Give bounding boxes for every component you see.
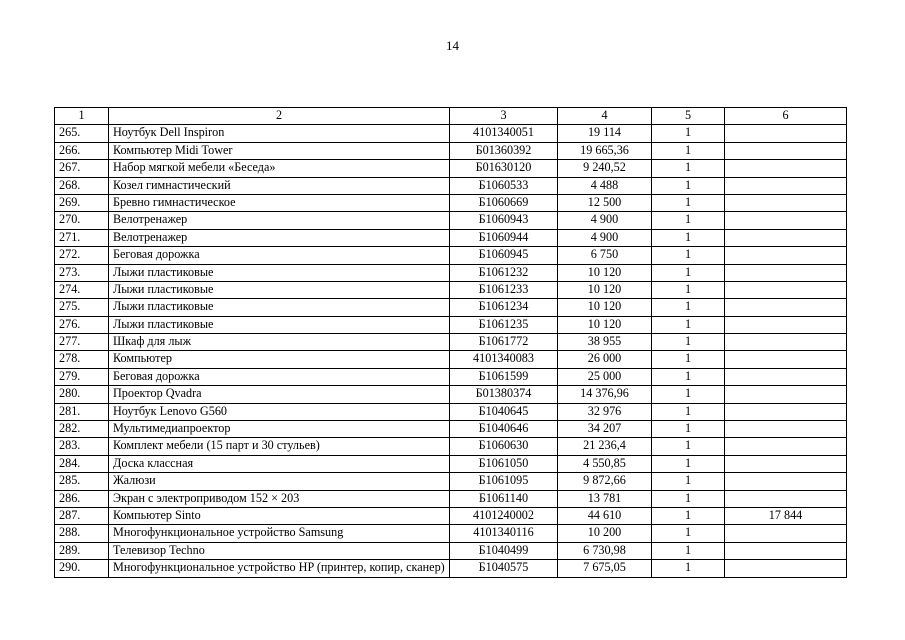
cost-cell: 6 750 — [558, 247, 652, 264]
table-row — [55, 194, 847, 211]
row-number-cell: 265. — [55, 125, 109, 142]
table-row — [55, 421, 847, 438]
column-header-4: 4 — [558, 108, 652, 125]
inventory-code-cell: Б1040499 — [450, 542, 558, 559]
column-header-1: 1 — [55, 108, 109, 125]
quantity-cell: 1 — [652, 525, 725, 542]
item-name-cell: Телевизор Techno — [109, 542, 450, 559]
table-row — [55, 247, 847, 264]
inventory-code-cell: Б1060943 — [450, 212, 558, 229]
extra-value-cell — [725, 194, 847, 211]
inventory-code-cell: Б1060533 — [450, 177, 558, 194]
cost-cell: 26 000 — [558, 351, 652, 368]
row-number-cell: 274. — [55, 281, 109, 298]
extra-value-cell — [725, 490, 847, 507]
row-number-cell: 285. — [55, 473, 109, 490]
item-name-cell: Ноутбук Lenovo G560 — [109, 403, 450, 420]
item-name-cell: Экран с электроприводом 152 × 203 — [109, 490, 450, 507]
cost-cell: 34 207 — [558, 421, 652, 438]
inventory-code-cell: 4101340051 — [450, 125, 558, 142]
row-number-cell: 283. — [55, 438, 109, 455]
table-row — [55, 125, 847, 142]
quantity-cell: 1 — [652, 455, 725, 472]
inventory-code-cell: Б01360392 — [450, 142, 558, 159]
inventory-code-cell: Б1061772 — [450, 334, 558, 351]
column-header-5: 5 — [652, 108, 725, 125]
row-number-cell: 271. — [55, 229, 109, 246]
item-name-cell: Велотренажер — [109, 212, 450, 229]
item-name-cell: Беговая дорожка — [109, 247, 450, 264]
quantity-cell: 1 — [652, 247, 725, 264]
quantity-cell: 1 — [652, 177, 725, 194]
inventory-code-cell: Б1061235 — [450, 316, 558, 333]
extra-value-cell — [725, 334, 847, 351]
page-number: 14 — [446, 38, 459, 53]
table-row — [55, 507, 847, 524]
table-row — [55, 160, 847, 177]
table-row — [55, 386, 847, 403]
inventory-code-cell: Б1061140 — [450, 490, 558, 507]
row-number-cell: 287. — [55, 507, 109, 524]
inventory-code-cell: Б1061599 — [450, 368, 558, 385]
row-number-cell: 272. — [55, 247, 109, 264]
table-row — [55, 351, 847, 368]
cost-cell: 44 610 — [558, 507, 652, 524]
extra-value-cell — [725, 160, 847, 177]
item-name-cell: Жалюзи — [109, 473, 450, 490]
quantity-cell: 1 — [652, 438, 725, 455]
row-number-cell: 288. — [55, 525, 109, 542]
inventory-code-cell: Б1061233 — [450, 281, 558, 298]
table-row — [55, 334, 847, 351]
extra-value-cell — [725, 438, 847, 455]
table-header-row — [55, 108, 847, 125]
item-name-cell: Беговая дорожка — [109, 368, 450, 385]
extra-value-cell — [725, 142, 847, 159]
row-number-cell: 266. — [55, 142, 109, 159]
column-header-2: 2 — [109, 108, 450, 125]
inventory-code-cell: Б1040646 — [450, 421, 558, 438]
extra-value-cell — [725, 473, 847, 490]
row-number-cell: 279. — [55, 368, 109, 385]
quantity-cell: 1 — [652, 299, 725, 316]
cost-cell: 4 900 — [558, 212, 652, 229]
row-number-cell: 273. — [55, 264, 109, 281]
extra-value-cell — [725, 351, 847, 368]
item-name-cell: Шкаф для лыж — [109, 334, 450, 351]
extra-value-cell — [725, 247, 847, 264]
quantity-cell: 1 — [652, 421, 725, 438]
cost-cell: 4 900 — [558, 229, 652, 246]
table-row — [55, 142, 847, 159]
quantity-cell: 1 — [652, 194, 725, 211]
extra-value-cell — [725, 368, 847, 385]
inventory-code-cell: Б01380374 — [450, 386, 558, 403]
item-name-cell: Компьютер Sinto — [109, 507, 450, 524]
item-name-cell: Набор мягкой мебели «Беседа» — [109, 160, 450, 177]
inventory-code-cell: Б1060630 — [450, 438, 558, 455]
row-number-cell: 267. — [55, 160, 109, 177]
cost-cell: 19 114 — [558, 125, 652, 142]
table-row — [55, 316, 847, 333]
cost-cell: 13 781 — [558, 490, 652, 507]
inventory-code-cell: 4101340083 — [450, 351, 558, 368]
row-number-cell: 269. — [55, 194, 109, 211]
row-number-cell: 280. — [55, 386, 109, 403]
inventory-code-cell: Б1060669 — [450, 194, 558, 211]
extra-value-cell — [725, 212, 847, 229]
inventory-code-cell: Б1061050 — [450, 455, 558, 472]
table-row — [55, 403, 847, 420]
quantity-cell: 1 — [652, 351, 725, 368]
item-name-cell: Лыжи пластиковые — [109, 316, 450, 333]
quantity-cell: 1 — [652, 507, 725, 524]
quantity-cell: 1 — [652, 368, 725, 385]
row-number-cell: 270. — [55, 212, 109, 229]
table-row — [55, 229, 847, 246]
item-name-cell: Компьютер Midi Tower — [109, 142, 450, 159]
item-name-cell: Лыжи пластиковые — [109, 299, 450, 316]
extra-value-cell: 17 844 — [725, 507, 847, 524]
row-number-cell: 268. — [55, 177, 109, 194]
quantity-cell: 1 — [652, 334, 725, 351]
cost-cell: 9 240,52 — [558, 160, 652, 177]
cost-cell: 7 675,05 — [558, 560, 652, 577]
inventory-code-cell: Б1061232 — [450, 264, 558, 281]
quantity-cell: 1 — [652, 403, 725, 420]
item-name-cell: Многофункциональное устройство Samsung — [109, 525, 450, 542]
extra-value-cell — [725, 229, 847, 246]
cost-cell: 19 665,36 — [558, 142, 652, 159]
table-row — [55, 560, 847, 577]
cost-cell: 4 550,85 — [558, 455, 652, 472]
quantity-cell: 1 — [652, 264, 725, 281]
item-name-cell: Козел гимнастический — [109, 177, 450, 194]
extra-value-cell — [725, 542, 847, 559]
quantity-cell: 1 — [652, 386, 725, 403]
cost-cell: 38 955 — [558, 334, 652, 351]
cost-cell: 25 000 — [558, 368, 652, 385]
extra-value-cell — [725, 403, 847, 420]
quantity-cell: 1 — [652, 125, 725, 142]
item-name-cell: Многофункциональное устройство HP (принтер, копир, сканер) — [109, 560, 450, 577]
extra-value-cell — [725, 125, 847, 142]
cost-cell: 10 120 — [558, 316, 652, 333]
extra-value-cell — [725, 281, 847, 298]
inventory-code-cell: Б1061095 — [450, 473, 558, 490]
inventory-table — [54, 107, 847, 578]
row-number-cell: 290. — [55, 560, 109, 577]
cost-cell: 10 200 — [558, 525, 652, 542]
item-name-cell: Лыжи пластиковые — [109, 264, 450, 281]
item-name-cell: Доска классная — [109, 455, 450, 472]
quantity-cell: 1 — [652, 316, 725, 333]
inventory-code-cell: 4101340116 — [450, 525, 558, 542]
table-row — [55, 542, 847, 559]
quantity-cell: 1 — [652, 473, 725, 490]
row-number-cell: 275. — [55, 299, 109, 316]
extra-value-cell — [725, 421, 847, 438]
row-number-cell: 276. — [55, 316, 109, 333]
item-name-cell: Лыжи пластиковые — [109, 281, 450, 298]
extra-value-cell — [725, 299, 847, 316]
cost-cell: 21 236,4 — [558, 438, 652, 455]
extra-value-cell — [725, 264, 847, 281]
quantity-cell: 1 — [652, 560, 725, 577]
row-number-cell: 277. — [55, 334, 109, 351]
row-number-cell: 289. — [55, 542, 109, 559]
item-name-cell: Комплект мебели (15 парт и 30 стульев) — [109, 438, 450, 455]
extra-value-cell — [725, 386, 847, 403]
table-row — [55, 368, 847, 385]
table-row — [55, 299, 847, 316]
cost-cell: 14 376,96 — [558, 386, 652, 403]
row-number-cell: 281. — [55, 403, 109, 420]
inventory-code-cell: Б01630120 — [450, 160, 558, 177]
cost-cell: 9 872,66 — [558, 473, 652, 490]
extra-value-cell — [725, 560, 847, 577]
item-name-cell: Ноутбук Dell Inspiron — [109, 125, 450, 142]
row-number-cell: 282. — [55, 421, 109, 438]
inventory-code-cell: Б1040645 — [450, 403, 558, 420]
table-row — [55, 264, 847, 281]
cost-cell: 10 120 — [558, 264, 652, 281]
quantity-cell: 1 — [652, 490, 725, 507]
cost-cell: 12 500 — [558, 194, 652, 211]
item-name-cell: Проектор Qvadra — [109, 386, 450, 403]
inventory-code-cell: Б1040575 — [450, 560, 558, 577]
table-row — [55, 455, 847, 472]
row-number-cell: 278. — [55, 351, 109, 368]
cost-cell: 10 120 — [558, 299, 652, 316]
quantity-cell: 1 — [652, 142, 725, 159]
quantity-cell: 1 — [652, 212, 725, 229]
quantity-cell: 1 — [652, 281, 725, 298]
table-row — [55, 177, 847, 194]
inventory-code-cell: 4101240002 — [450, 507, 558, 524]
quantity-cell: 1 — [652, 542, 725, 559]
inventory-code-cell: Б1060945 — [450, 247, 558, 264]
column-header-6: 6 — [725, 108, 847, 125]
table-row — [55, 473, 847, 490]
row-number-cell: 286. — [55, 490, 109, 507]
cost-cell: 4 488 — [558, 177, 652, 194]
item-name-cell: Компьютер — [109, 351, 450, 368]
cost-cell: 6 730,98 — [558, 542, 652, 559]
item-name-cell: Бревно гимнастическое — [109, 194, 450, 211]
cost-cell: 32 976 — [558, 403, 652, 420]
quantity-cell: 1 — [652, 229, 725, 246]
cost-cell: 10 120 — [558, 281, 652, 298]
extra-value-cell — [725, 455, 847, 472]
extra-value-cell — [725, 177, 847, 194]
extra-value-cell — [725, 525, 847, 542]
inventory-code-cell: Б1060944 — [450, 229, 558, 246]
column-header-3: 3 — [450, 108, 558, 125]
table-row — [55, 438, 847, 455]
inventory-code-cell: Б1061234 — [450, 299, 558, 316]
item-name-cell: Велотренажер — [109, 229, 450, 246]
table-row — [55, 281, 847, 298]
table-row — [55, 212, 847, 229]
item-name-cell: Мультимедиапроектор — [109, 421, 450, 438]
row-number-cell: 284. — [55, 455, 109, 472]
quantity-cell: 1 — [652, 160, 725, 177]
extra-value-cell — [725, 316, 847, 333]
table-row — [55, 490, 847, 507]
table-row — [55, 525, 847, 542]
